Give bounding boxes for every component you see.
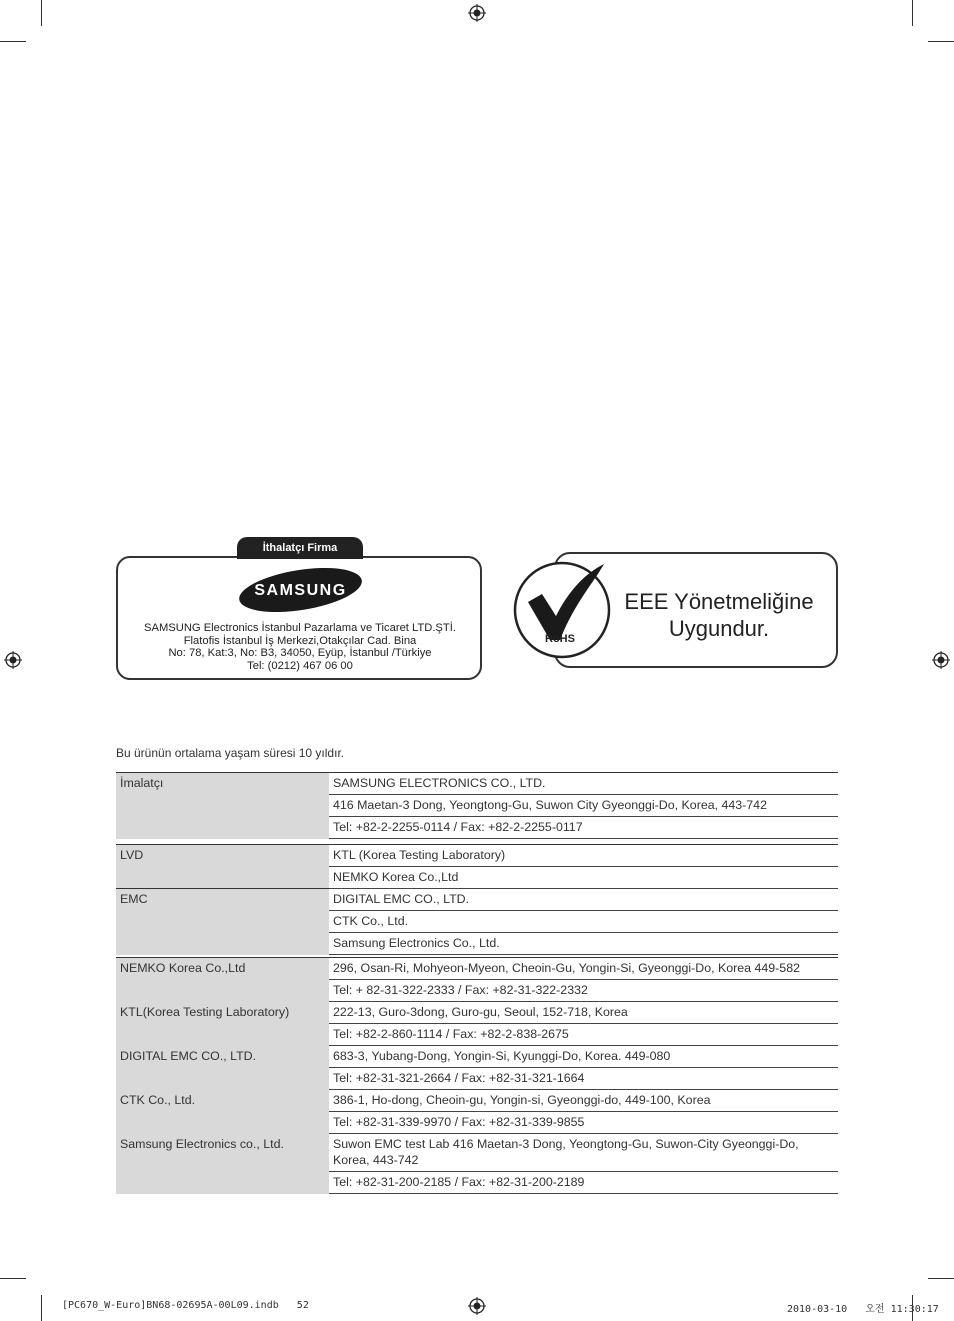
print-slug-timestamp: 2010-03-10 오전 11:30:17: [787, 1304, 939, 1315]
crop-mark: [928, 1278, 954, 1279]
table-row: [116, 773, 838, 795]
table-cell: KTL (Korea Testing Laboratory): [329, 845, 838, 867]
eee-line-2: Uygundur.: [668, 616, 770, 641]
lvd-label: LVD: [116, 845, 329, 889]
manufacturer-label: İmalatçı: [116, 773, 329, 839]
table-row: [116, 1134, 838, 1172]
registration-mark-icon: [4, 651, 22, 669]
samsung-logo: [237, 566, 364, 614]
table-cell: 222-13, Guro-3dong, Guro-gu, Seoul, 152-718, Korea: [329, 1002, 838, 1024]
table-cell: Tel: +82-31-200-2185 / Fax: +82-31-200-2189: [329, 1172, 838, 1194]
registration-mark-icon: [932, 651, 950, 669]
print-slug-filename: [PC670_W-Euro]BN68-02695A-00L09.indb 52: [62, 1300, 309, 1311]
eee-compliance-text: [612, 588, 826, 642]
emc-label: EMC: [116, 889, 329, 955]
table-row: [116, 1002, 838, 1024]
table-cell: DIGITAL EMC CO., LTD.: [329, 889, 838, 911]
lab-name: NEMKO Korea Co.,Ltd: [116, 958, 329, 1002]
table-cell: Tel: + 82-31-322-2333 / Fax: +82-31-322-2332: [329, 980, 838, 1002]
eee-line-1: EEE Yönetmeliğine: [624, 589, 814, 614]
samsung-logo-text: SAMSUNG: [254, 582, 347, 599]
crop-mark: [0, 41, 26, 42]
table-row: [116, 889, 838, 911]
laboratory-table: [116, 957, 838, 1194]
table-cell: Tel: +82-31-321-2664 / Fax: +82-31-321-1664: [329, 1068, 838, 1090]
lab-name: Samsung Electronics co., Ltd.: [116, 1134, 329, 1194]
crop-mark: [41, 1295, 42, 1321]
crop-mark: [0, 1278, 26, 1279]
table-row: [116, 845, 838, 867]
table-row: [116, 1090, 838, 1112]
table-row: [116, 958, 838, 980]
table-cell: NEMKO Korea Co.,Ltd: [329, 867, 838, 889]
lab-name: DIGITAL EMC CO., LTD.: [116, 1046, 329, 1090]
table-cell: Tel: +82-31-339-9970 / Fax: +82-31-339-9855: [329, 1112, 838, 1134]
manufacturer-table: [116, 772, 838, 839]
importer-address: [120, 622, 480, 672]
table-cell: 296, Osan-Ri, Mohyeon-Myeon, Cheoin-Gu, Yongin-Si, Gyeonggi-Do, Korea 449-582: [329, 958, 838, 980]
importer-line: SAMSUNG Electronics İstanbul Pazarlama ve Ticaret LTD.ŞTİ.: [144, 622, 456, 634]
table-cell: Suwon EMC test Lab 416 Maetan-3 Dong, Yeongtong-Gu, Suwon-City Gyeonggi-Do, Korea, 443-742: [329, 1134, 838, 1172]
certification-table: [116, 844, 838, 955]
table-cell: SAMSUNG ELECTRONICS CO., LTD.: [329, 773, 838, 795]
importer-line: Flatofis İstanbul İş Merkezi,Otakçılar Cad. Bina: [183, 634, 417, 647]
table-cell: Samsung Electronics Co., Ltd.: [329, 933, 838, 955]
table-row: [116, 1046, 838, 1068]
table-cell: CTK Co., Ltd.: [329, 911, 838, 933]
table-cell: Tel: +82-2-860-1114 / Fax: +82-2-838-2675: [329, 1024, 838, 1046]
rohs-badge: [512, 560, 612, 660]
importer-line: Tel: (0212) 467 06 00: [247, 659, 353, 672]
importer-tab-label: İthalatçı Firma: [237, 537, 363, 559]
lab-name: CTK Co., Ltd.: [116, 1090, 329, 1134]
lifetime-note: Bu ürünün ortalama yaşam süresi 10 yıldır.: [116, 746, 345, 760]
table-cell: Tel: +82-2-2255-0114 / Fax: +82-2-2255-0117: [329, 817, 838, 839]
rohs-badge-text: RoHS: [545, 633, 575, 645]
lab-name: KTL(Korea Testing Laboratory): [116, 1002, 329, 1046]
registration-mark-icon: [468, 1297, 486, 1315]
importer-line: No: 78, Kat:3, No: B3, 34050, Eyüp, İstanbul /Türkiye: [168, 647, 432, 659]
crop-mark: [912, 0, 913, 26]
registration-mark-icon: [468, 4, 486, 22]
crop-mark: [928, 41, 954, 42]
table-cell: 416 Maetan-3 Dong, Yeongtong-Gu, Suwon City Gyeonggi-Do, Korea, 443-742: [329, 795, 838, 817]
table-cell: 386-1, Ho-dong, Cheoin-gu, Yongin-si, Gyeonggi-do, 449-100, Korea: [329, 1090, 838, 1112]
table-cell: 683-3, Yubang-Dong, Yongin-Si, Kyunggi-Do, Korea. 449-080: [329, 1046, 838, 1068]
crop-mark: [41, 0, 42, 26]
